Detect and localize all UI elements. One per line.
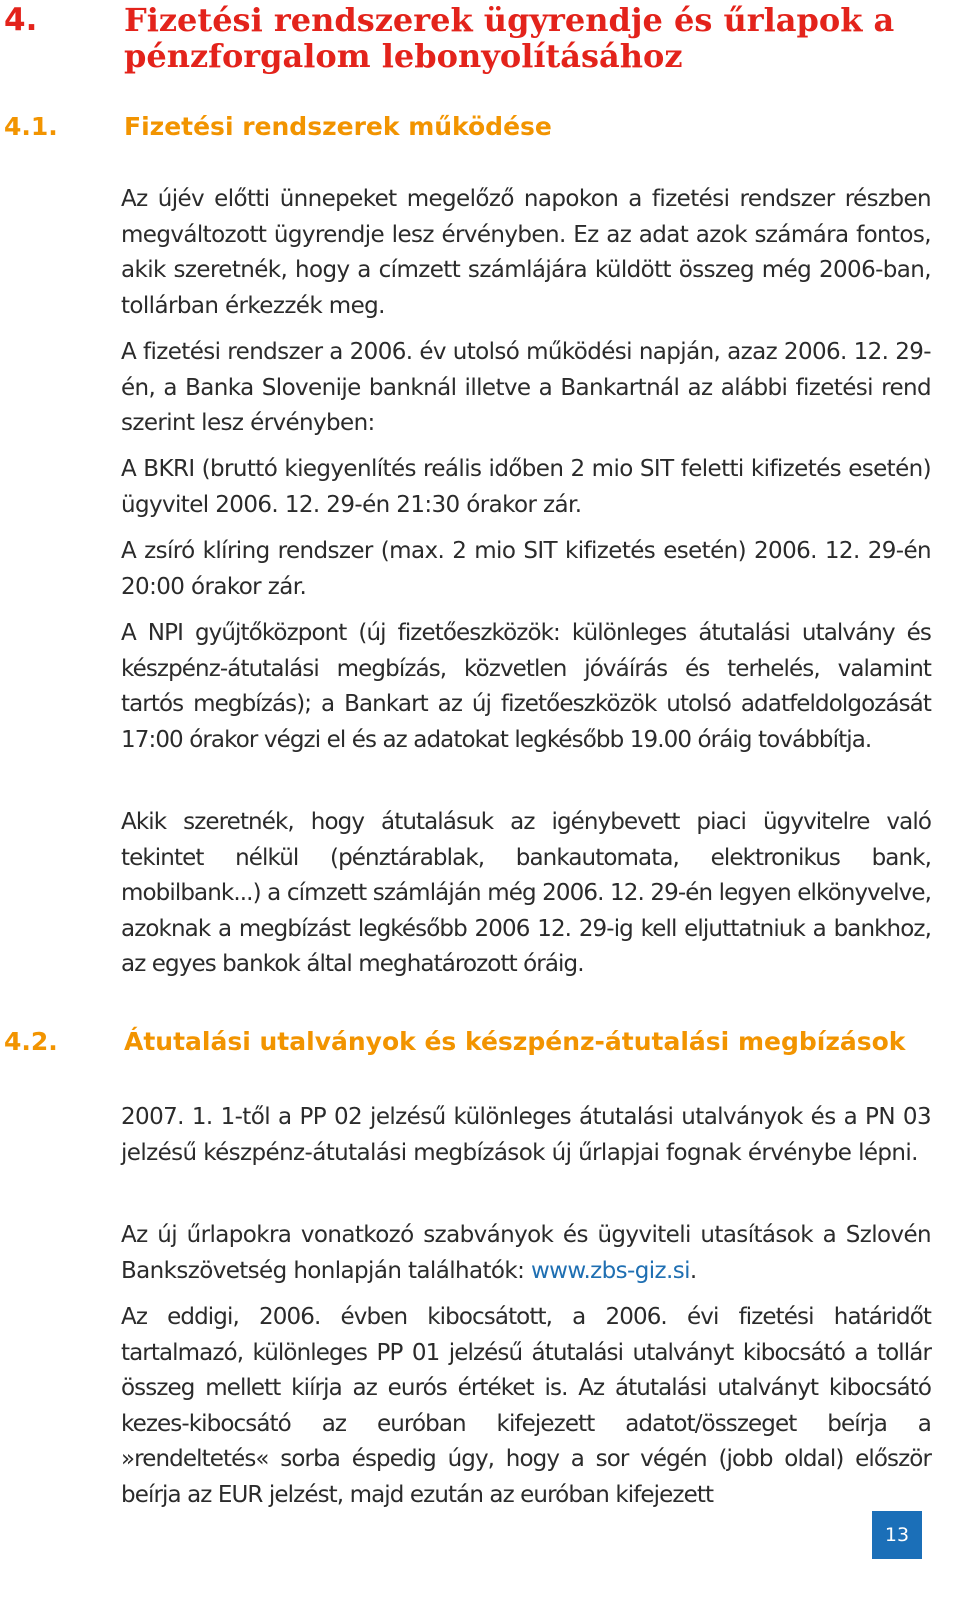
paragraph: A NPI gyűjtőközpont (új fizetőeszközök: különleges átutalási utalvány és készpénz-átutalási megbízás, közvetlen jóváírás és terhelés, valamint tartós megbízás); a Bankart az új fizetőeszközök utolsó adatfeldolgozását 17:00 órakor végzi el és az adatokat legkésőbb 19.00 óráig továbbítja.	[121, 620, 931, 753]
section-title: Átutalási utalványok és készpénz-átutalási megbízások	[124, 1027, 906, 1056]
section-number: 4.2.	[4, 1027, 58, 1056]
paragraph: A BKRI (bruttó kiegyenlítés reális időben 2 mio SIT feletti kifizetés esetén) ügyvitel 2006. 12. 29-én 21:30 órakor zár.	[121, 456, 931, 518]
paragraph-text: Az új űrlapokra vonatkozó szabványok és ügyviteli utasítások a Szlovén Bankszövetség honlapján találhatók:	[121, 1222, 931, 1284]
link-suffix: .	[689, 1257, 697, 1284]
paragraph	[121, 1218, 931, 1289]
paragraph: Az újév előtti ünnepeket megelőző napokon a fizetési rendszer részben megváltozott ügyrendje lesz érvényben. Ez az adat azok számára fontos, akik szeretnék, hogy a címzett számlájára küldött összeg még 2006-ban, tollárban érkezzék meg.	[121, 186, 931, 319]
paragraph: Akik szeretnék, hogy átutalásuk az igénybevett piaci ügyvitelre való tekintet nélkül (pénztárablak, bankautomata, elektronikus bank, mobilbank...) a címzett számláján még 2006. 12. 29-én legyen elkönyvelve, azoknak a megbízást legkésőbb 2006 12. 29-ig kell eljuttatniuk a bankhoz, az egyes bankok által meghatározott óráig.	[121, 809, 931, 977]
section-number: 4.1.	[4, 112, 58, 141]
paragraph: Az eddigi, 2006. évben kibocsátott, a 2006. évi fizetési határidőt tartalmazó, különleges PP 01 jelzésű átutalási utalványt kibocsátó a tollár összeg mellett kiírja az eurós értéket is. Az átutalási utalványt kibocsátó kezes-kibocsátó az euróban kifejezett adatot/összeget beírja a »rendeltetés« sorba éspedig úgy, hogy a sor végén (jobb oldal) először beírja az EUR jelzést, majd ezután az euróban kifejezett	[121, 1304, 931, 1508]
paragraph: A zsíró klíring rendszer (max. 2 mio SIT kifizetés esetén) 2006. 12. 29-én 20:00 órakor zár.	[121, 538, 931, 600]
chapter-number: 4.	[4, 2, 38, 38]
section-title: Fizetési rendszerek működése	[124, 112, 552, 141]
paragraph: A fizetési rendszer a 2006. év utolsó működési napján, azaz 2006. 12. 29-én, a Banka Slovenije banknál illetve a Bankartnál az alábbi fizetési rend szerint lesz érvényben:	[121, 339, 931, 436]
paragraph: 2007. 1. 1-től a PP 02 jelzésű különleges átutalási utalványok és a PN 03 jelzésű készpénz-átutalási megbízások új űrlapjai fognak érvénybe lépni.	[121, 1104, 931, 1166]
website-link[interactable]: www.zbs-giz.si	[530, 1257, 690, 1284]
page-number-badge: 13	[872, 1511, 922, 1559]
chapter-title: Fizetési rendszerek ügyrendje és űrlapok a pénzforgalom lebonyolításához	[124, 1, 895, 75]
